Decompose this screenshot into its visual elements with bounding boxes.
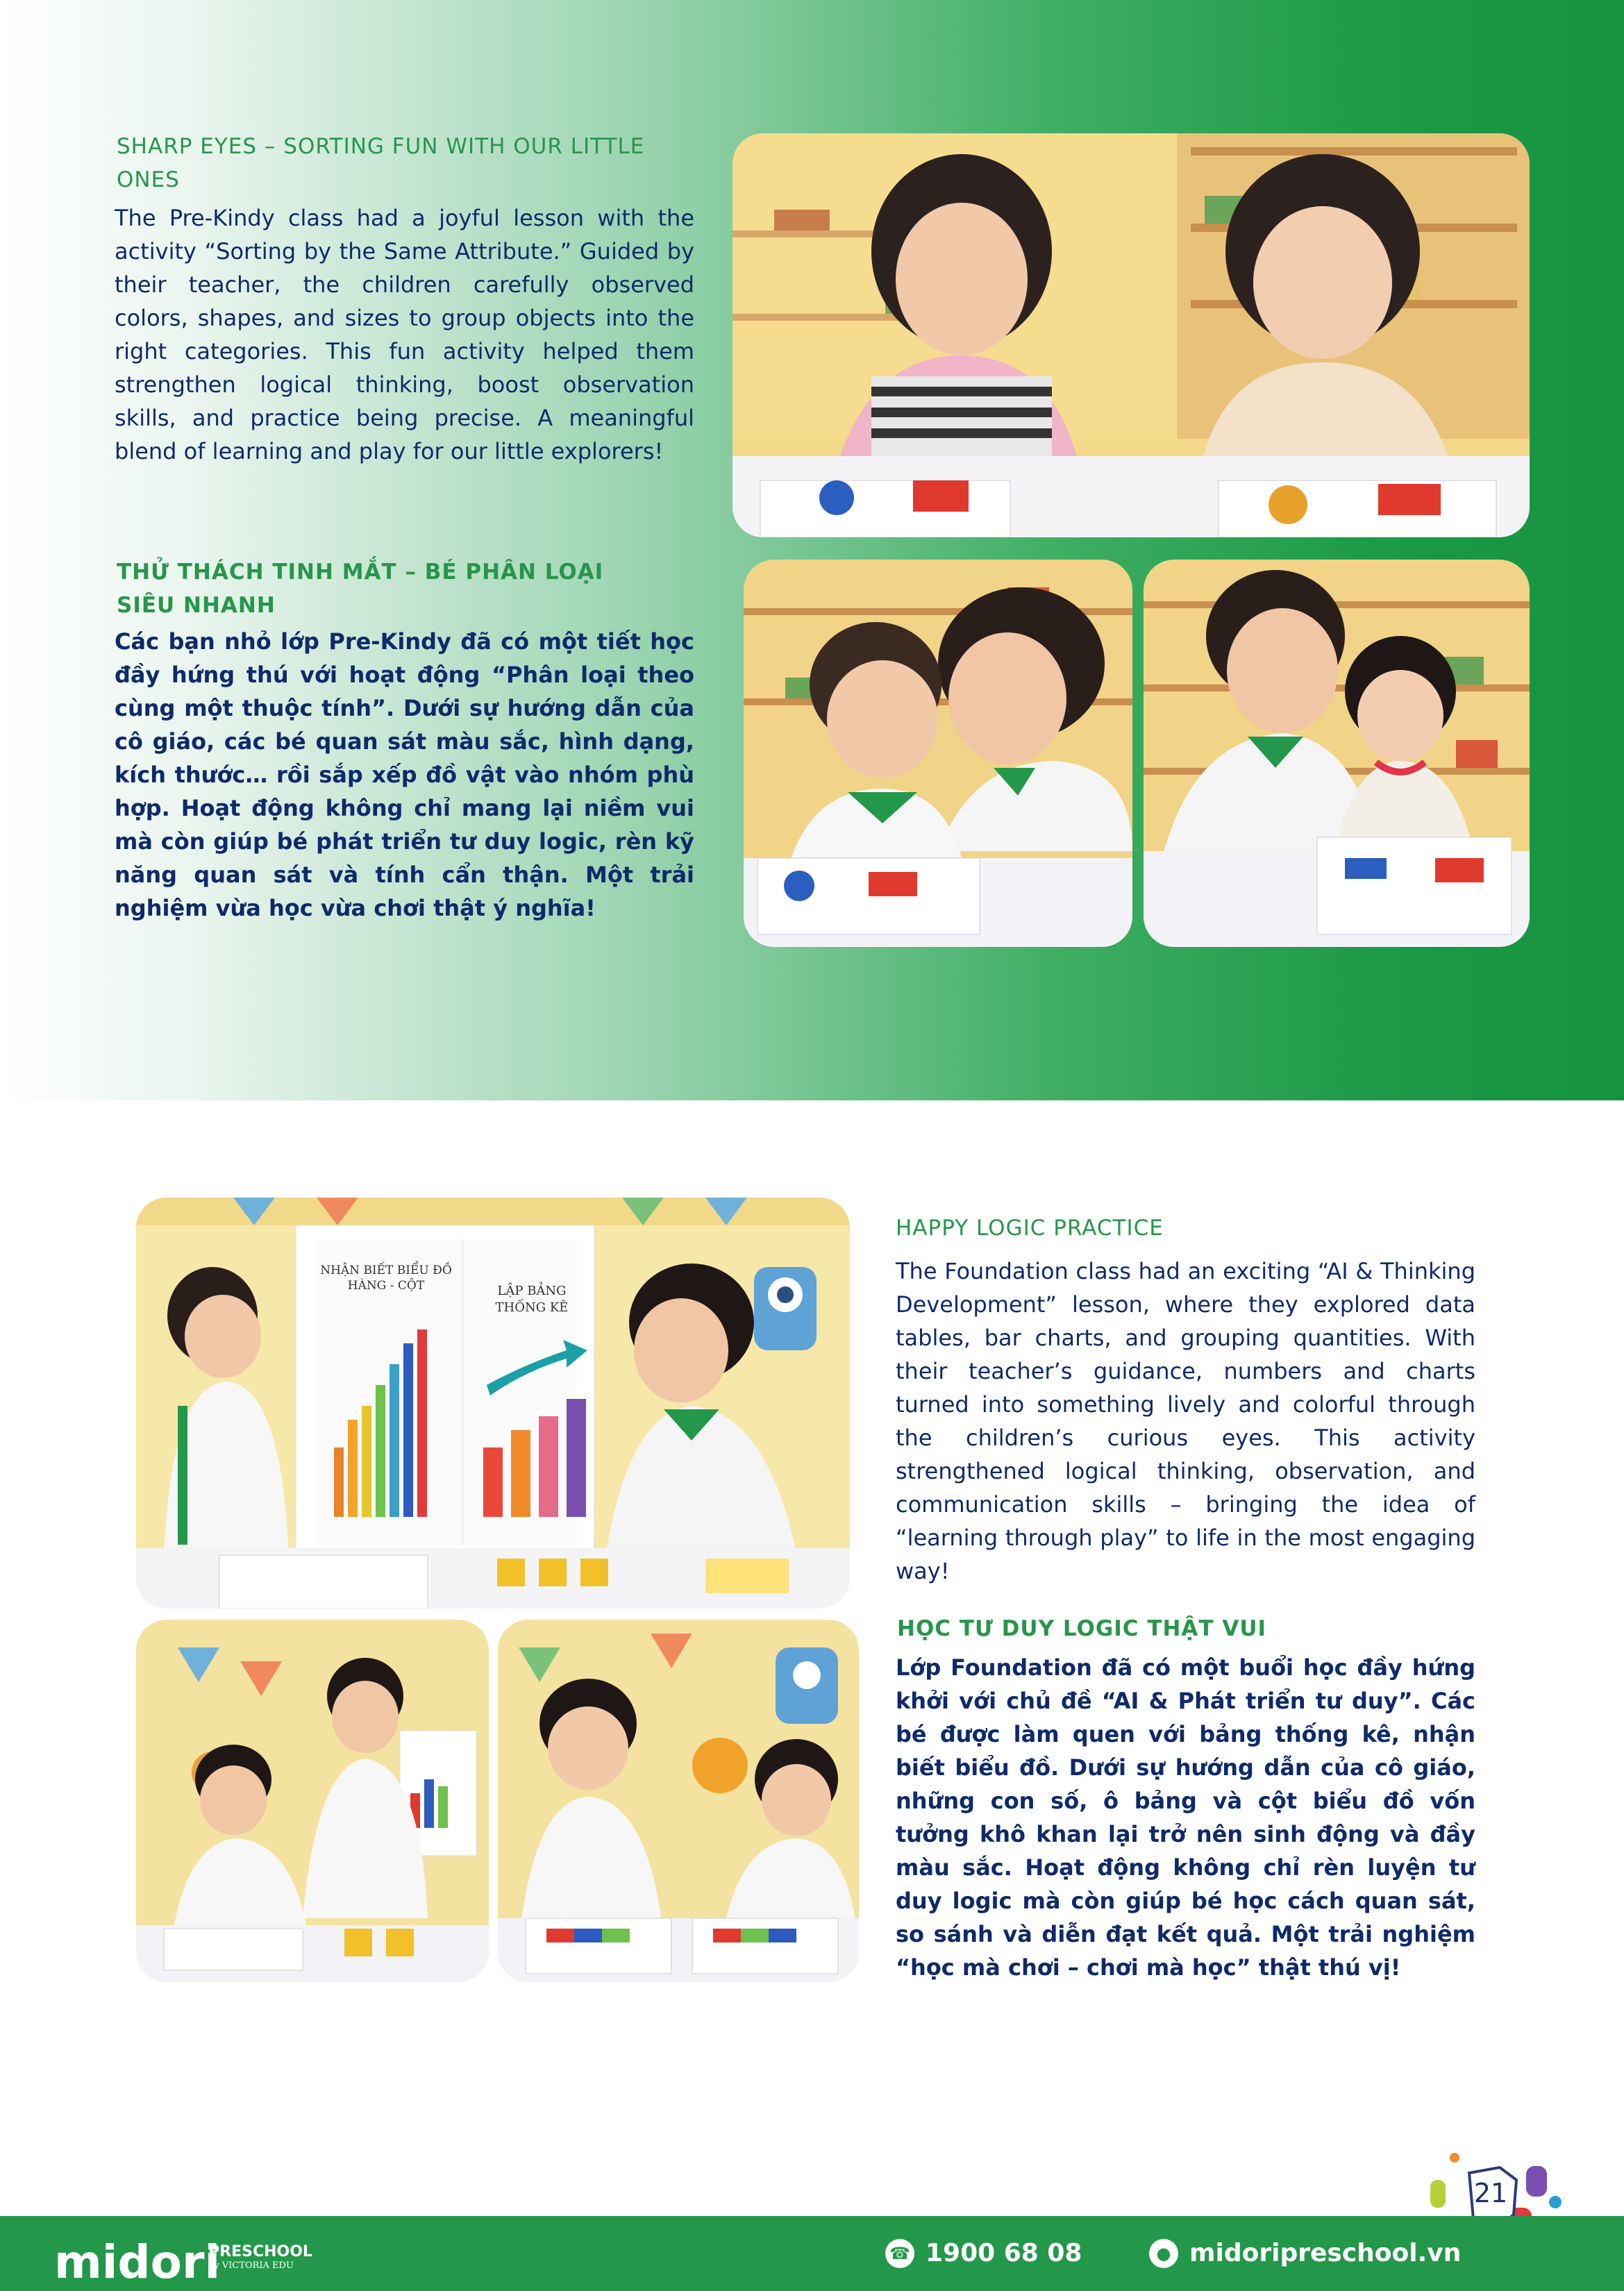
website-url: midoripreschool.vn [1189, 2239, 1462, 2267]
section1-title-en-line1: SHARP EYES – SORTING FUN WITH OUR LITTLE [117, 134, 645, 159]
section1-title-vn-line1: THỬ THÁCH TINH MẮT – BÉ PHÂN LOẠI [117, 560, 604, 585]
midori-logo: midori [54, 2235, 221, 2289]
section1-body-vn: Các bạn nhỏ lớp Pre-Kindy đã có một tiết học đầy hứng thú với hoạt động “Phân loại theo cùng một thuộc tính”. Dưới sự hướng dẫn của cô giáo, các bé quan sát màu sắc, hình dạng, kích thước… rồi sắp xếp đồ vật vào nhóm phù hợp. Hoạt động không chỉ mang lại niềm vui mà còn giúp bé phát triển tư duy logic, rèn kỹ năng quan sát và tính cẩn thận. Một trải nghiệm vừa học vừa chơi thật ý nghĩa! [115, 628, 694, 921]
photo-two-boys [136, 1620, 489, 1982]
section2-title-vn: HỌC TƯ DUY LOGIC THẬT VUI [897, 1616, 1267, 1641]
logo-preschool-label: PRESCHOOL [208, 2243, 312, 2260]
photo-boy-with-teacher [744, 560, 1132, 947]
poster-left-line1: NHẬN BIẾT BIỂU ĐỒ [320, 1264, 452, 1277]
poster-left-line2: HÀNG - CỘT [347, 1279, 425, 1293]
section1-body-en: The Pre-Kindy class had a joyful lesson with the activity “Sorting by the Same Attribute.” Guided by their teacher, the children carefully observed colors, shapes, and sizes to group objects into the right categories. This fun activity helped them strengthen logical thinking, boost observation skills, and practice being precise. A meaningful blend of learning and play for our little explorers! [115, 205, 694, 464]
photo-two-girls-tables [498, 1620, 859, 1982]
section1-title-en [117, 130, 714, 196]
section2-title-en: HAPPY LOGIC PRACTICE [896, 1216, 1164, 1241]
page-number: 21 [1473, 2178, 1508, 2208]
phone-icon: ☎ [885, 2239, 914, 2268]
phone-number: 1900 68 08 [926, 2239, 1082, 2267]
photo-girls-sorting [733, 133, 1530, 537]
section2-body-vn: Lớp Foundation đã có một buổi học đầy hứng khởi với chủ đề “AI & Phát triển tư duy”. Các bé được làm quen với bảng thống kê, nhận biết biểu đồ. Dưới sự hướng dẫn của cô giáo, những con số, ô bảng và cột biểu đồ vốn tưởng khô khan lại trở nên sinh động và đầy màu sắc. Hoạt động không chỉ rèn luyện tư duy logic mà còn giúp bé học cách quan sát, so sánh và diễn đạt kết quả. Một trải nghiệm “học mà chơi – chơi mà học” thật thú vị! [896, 1654, 1475, 1981]
poster-right-line2: THỐNG KÊ [495, 1300, 569, 1315]
photo-bar-chart-lesson [136, 1198, 850, 1609]
footer-phone[interactable] [885, 2237, 1082, 2270]
poster-right-line1: LẬP BẢNG [497, 1284, 567, 1298]
footer-website[interactable] [1149, 2237, 1461, 2270]
location-pin-icon: ● [1149, 2239, 1178, 2268]
section2-body-en: The Foundation class had an exciting “AI & Thinking Development” lesson, where they explored data tables, bar charts, and grouping quantities. With their teacher’s guidance, numbers and charts turned into something lively and colorful through the children’s curious eyes. This activity strengthened logical thinking, observation, and communication skills – bringing the idea of “learning through play” to life in the most engaging way! [896, 1258, 1475, 1584]
section1-title-en-line2: ONES [117, 167, 180, 192]
section1-title-vn-line2: SIÊU NHANH [117, 593, 276, 618]
photo-teacher-with-girl [1144, 560, 1530, 947]
section1-title-vn [117, 555, 714, 622]
logo-victoria-label: by VICTORIA EDU [208, 2260, 294, 2271]
